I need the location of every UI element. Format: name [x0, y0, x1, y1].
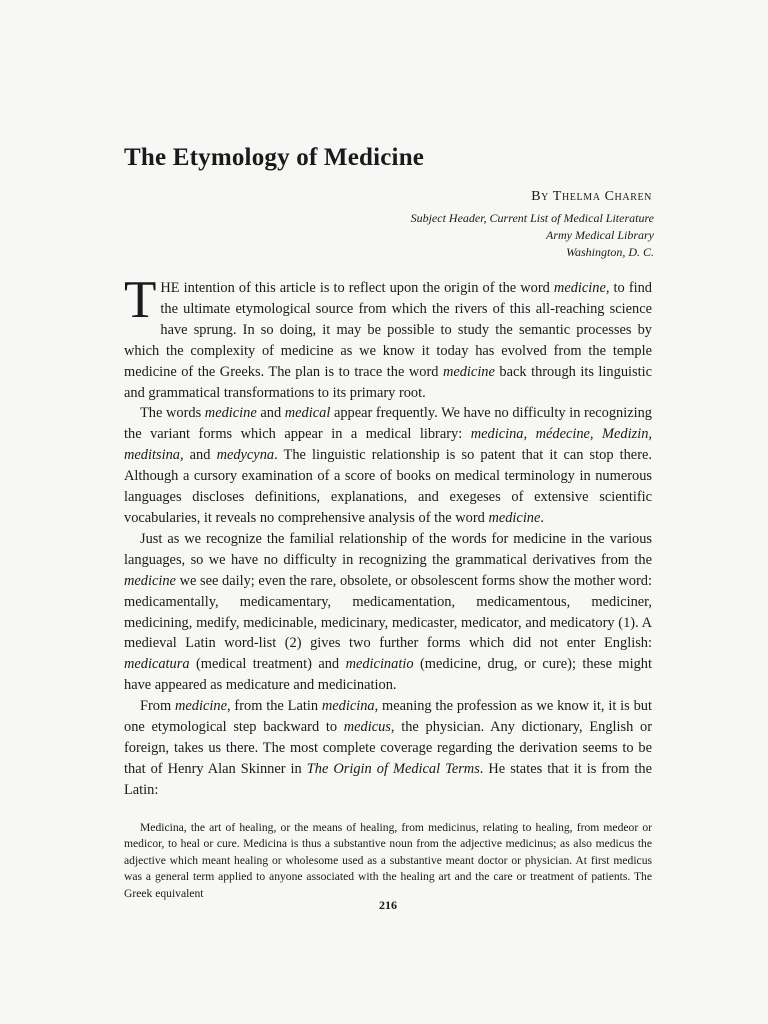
text-run: , meaning the profession as we know it, it is but one etymological step backward to [124, 698, 652, 736]
italic-term: medicinatio [345, 656, 414, 673]
text-run: appear frequently. We have no difficulty in recognizing the variant forms which appear in a medical library: [124, 405, 652, 443]
text-run: . [540, 509, 545, 526]
italic-term: medicine [553, 280, 606, 296]
italic-term: medicina, médecine, Medizin, meditsina, [124, 426, 652, 464]
text-run: The words [140, 405, 205, 422]
text-run: and [183, 447, 217, 464]
affiliation-line: Washington, D. C. [566, 245, 654, 259]
article-body [124, 271, 653, 801]
body-paragraph [124, 529, 652, 696]
text-run: we see daily; even the rare, obsolete, or obsolescent forms show the mother word: medicamentally, medicamentary, medicamentation, medicamentous, mediciner, medicining, medify, medicinable, medicinary, medicaster, medicator, and medicatory (1). A medieval Latin word-list (2) gives two further forms which did not enter English: [124, 572, 652, 652]
author-affiliation [320, 210, 654, 261]
text-run: back through its linguistic and grammatical transformations to its primary root. [124, 363, 652, 401]
text-run: . The linguistic relationship is so patent that it can stop there. Although a cursory examination of a score of books on medical terminology in numerous languages discloses definitions, explanations, and exegeses of extensive scientific vocabularies, it reveals no comprehensive analysis of the word [124, 447, 652, 526]
text-run: HE intention of this article is to reflect upon the origin of the word [160, 280, 554, 296]
drop-cap: T [124, 271, 157, 329]
text-run: (medicine, drug, or cure); these might have appeared as medicature and medicination. [124, 656, 652, 694]
body-paragraph [124, 696, 652, 801]
text-run: and [256, 405, 285, 422]
italic-term: The Origin of Medical Terms [306, 760, 480, 777]
text-run: Just as we recognize the familial relationship of the words for medicine in the various languages, so we have no difficulty in recognizing the grammatical derivatives from the [124, 530, 652, 568]
page-number: 216 [379, 898, 397, 912]
body-paragraph [124, 271, 652, 403]
quote-text: Medicina, the art of healing, or the means of healing, from medicinus, relating to healing, from medeor or medicor, to heal or cure. Medicina is thus a substantive noun from the adjective medicinus; as also medicus the adjective which meant healing or wholesome used as a substantive meant doctor or physician. At first medicus was a general term applied to anyone associated with the healing art and the care or treatment of patients. The Greek equivalent [124, 821, 652, 900]
block-quote [124, 820, 652, 902]
italic-term: medicine [124, 572, 176, 589]
italic-term: medicina [321, 698, 375, 715]
italic-term: medicatura [124, 656, 190, 673]
text-run: , from the Latin [226, 698, 322, 715]
italic-term: medicine [488, 509, 541, 526]
article-title: The Etymology of Medicine [124, 144, 425, 171]
text-run: , to find the ultimate etymological source from which the rivers of this all-reaching science have sprung. In so doing, it may be possible to study the semantic processes by which the complexity of medicine as we know it today has evolved from the temple medicine of the Greeks. The plan is to trace the word [124, 280, 652, 380]
italic-term: medicus [343, 719, 391, 736]
text-run: (medical treatment) and [189, 656, 346, 673]
body-paragraph [124, 403, 652, 528]
text-run: From [140, 698, 176, 715]
affiliation-line: Subject Header, Current List of Medical Literature [410, 211, 654, 225]
italic-term: medical [284, 405, 331, 422]
italic-term: medycyna [216, 447, 275, 464]
italic-term: medicine [442, 363, 495, 380]
italic-term: medicine [175, 698, 227, 715]
italic-term: medicine [204, 405, 257, 422]
author-byline: By Thelma Charen [531, 189, 652, 204]
affiliation-line: Army Medical Library [546, 228, 654, 242]
text-run: , the physician. Any dictionary, English or foreign, takes us there. The most complete coverage regarding the derivation seems to be that of Henry Alan Skinner in [124, 719, 653, 777]
text-run: . He states that it is from the Latin: [124, 760, 652, 798]
